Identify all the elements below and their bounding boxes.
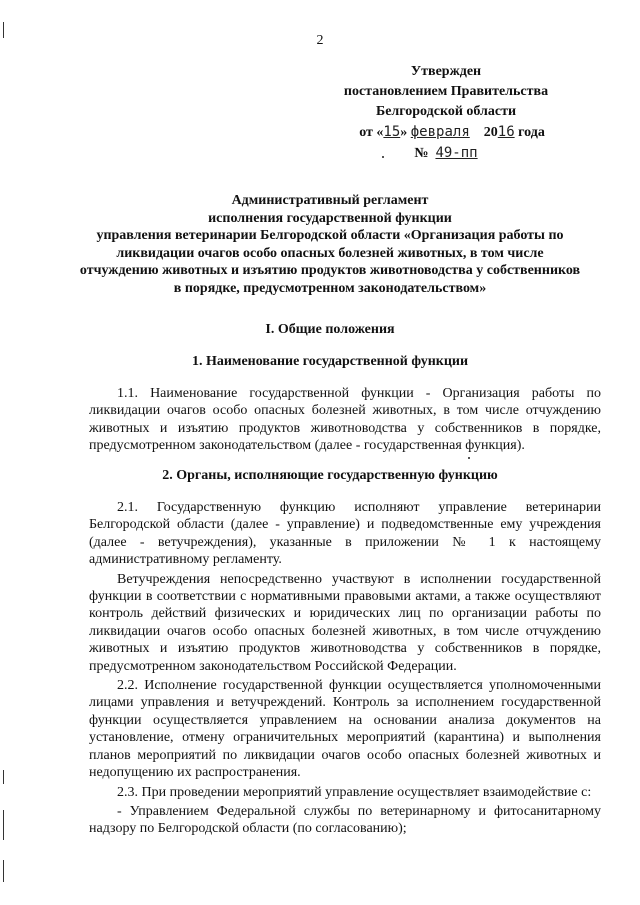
title-line-5: отчуждению животных и изъятию продуктов животноводства у собственников <box>79 263 581 279</box>
approval-number <box>326 143 566 164</box>
scan-edge-mark <box>3 810 4 840</box>
date-year-prefix: 20 <box>483 125 498 140</box>
paragraph-1-1-block <box>89 385 601 455</box>
date-year-suffix: 16 <box>497 124 515 140</box>
title-line-3: управления ветеринарии Белгородской области «Организация работы по <box>96 228 564 244</box>
approval-line-2: постановлением Правительства <box>343 84 549 99</box>
scan-speck <box>468 457 470 459</box>
title-line-1: Административный регламент <box>231 193 429 208</box>
section-1-title: I. Общие положения <box>265 322 395 337</box>
approval-stamp <box>326 62 566 164</box>
scan-speck <box>382 156 384 158</box>
date-mid: » <box>400 125 408 140</box>
paragraph-1-1: 1.1. Наименование государственной функции - Организация работы по ликвидации очагов особо опасных болезней животных, в том числе отчуждению животных и изъятию продуктов животноводства у собственников в порядке, предусмотренном законодательством (далее - государственная функция). <box>89 386 601 454</box>
approval-line-1: Утвержден <box>410 64 482 79</box>
title-line-6: в порядке, предусмотренном законодательством» <box>173 280 487 296</box>
title-line-2: исполнения государственной функции <box>208 210 452 226</box>
paragraph-2-3-item-1: - Управлением Федеральной службы по ветеринарному и фитосанитарному надзору по Белгородской области (по согласованию); <box>89 803 601 837</box>
date-suffix: года <box>518 125 545 140</box>
paragraph-2-3: 2.3. При проведении мероприятий управление осуществляет взаимодействие с: <box>117 784 592 800</box>
date-day: 15 <box>383 124 401 140</box>
scan-edge-mark <box>3 860 4 882</box>
section-2-body <box>89 499 601 838</box>
approval-date <box>332 122 572 143</box>
document-title <box>60 192 600 298</box>
subsection-2-title: 2. Органы, исполняющие государственную функцию <box>162 468 498 483</box>
date-month: февраля <box>410 124 470 140</box>
paragraph-2-1-b: Ветучреждения непосредственно участвуют в исполнении государственной функции в соответствии с нормативными правовыми актами, а также осуществляют контроль действий физических и юридических лиц по организации работы по ликвидации очагов особо опасных болезней животных, в том числе отчуждению животных и изъятию продуктов животноводства у собственников в порядке, предусмотренном законодательством Российской Федерации. <box>89 571 601 674</box>
number-value: 49-пп <box>435 145 478 161</box>
scan-edge-mark <box>3 770 4 784</box>
approval-line-3: Белгородской области <box>375 104 517 119</box>
subsection-1-title: 1. Наименование государственной функции <box>191 354 469 369</box>
paragraph-2-1: 2.1. Государственную функцию исполняют управление ветеринарии Белгородской области (далее - управление) и подведомственные ему учреждения (далее - ветучреждения), указанные в приложении № 1 к настоящему административному регламенту. <box>89 500 601 568</box>
date-prefix: от « <box>359 125 384 140</box>
paragraph-2-2: 2.2. Исполнение государственной функции осуществляется уполномоченными лицами управления и ветучреждений. Контроль за исполнением государственной функции осуществляется управлением на основании анализа документов на установление, отмену ограничительных мероприятий (карантина) и выполнения планов мероприятий по ликвидации очагов особо опасных болезней животных и недопущению их распространения. <box>89 678 601 781</box>
title-line-4: ликвидации очагов особо опасных болезней животных, в том числе <box>116 245 544 261</box>
number-prefix: № <box>414 146 429 161</box>
page-number: 2 <box>316 33 324 48</box>
